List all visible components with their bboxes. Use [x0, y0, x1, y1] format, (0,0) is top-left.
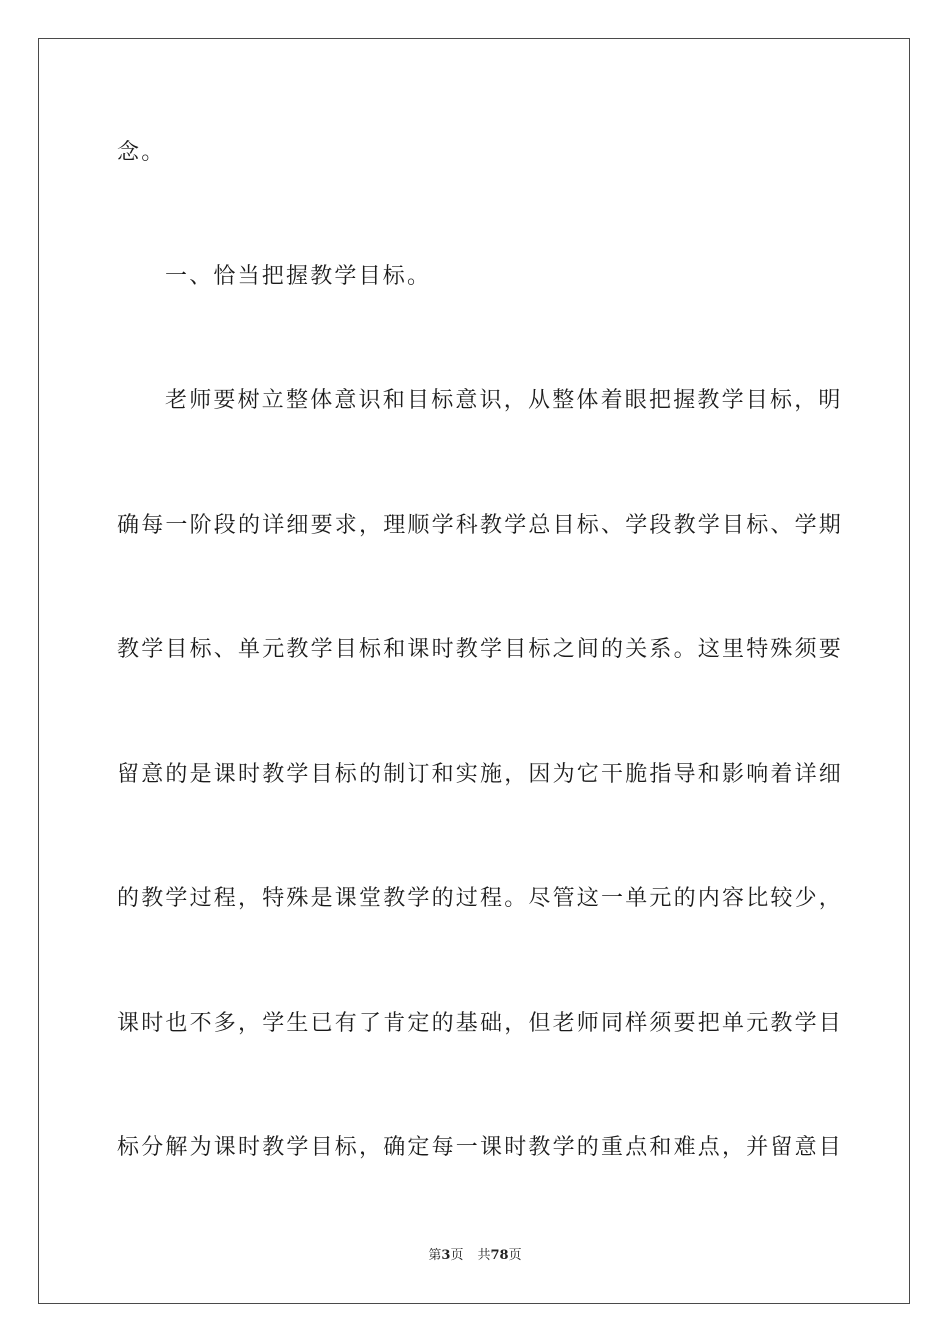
text-line-6: 留意的是课时教学目标的制订和实施，因为它干脆指导和影响着详细 — [117, 762, 844, 787]
page-footer — [0, 1247, 950, 1265]
page-current: 3 — [441, 1248, 451, 1263]
total-prefix: 共 — [477, 1248, 491, 1263]
text-line-1: 念。 — [117, 140, 166, 165]
page-frame — [38, 38, 910, 1304]
total-unit: 页 — [508, 1248, 522, 1263]
page-prefix: 第 — [428, 1248, 442, 1263]
text-line-7: 的教学过程，特殊是课堂教学的过程。尽管这一单元的内容比较少， — [117, 886, 844, 911]
section-heading: 一、恰当把握教学目标。 — [165, 264, 432, 289]
page-total: 78 — [490, 1248, 509, 1263]
text-line-8: 课时也不多，学生已有了肯定的基础，但老师同样须要把单元教学目 — [117, 1011, 844, 1036]
text-line-4: 确每一阶段的详细要求，理顺学科教学总目标、学段教学目标、学期 — [117, 513, 844, 538]
text-line-5: 教学目标、单元教学目标和课时教学目标之间的关系。这里特殊须要 — [117, 637, 844, 662]
text-line-9: 标分解为课时教学目标，确定每一课时教学的重点和难点，并留意目 — [117, 1135, 844, 1160]
page-unit: 页 — [450, 1248, 464, 1263]
text-line-3: 老师要树立整体意识和目标意识，从整体着眼把握教学目标，明 — [165, 388, 843, 413]
